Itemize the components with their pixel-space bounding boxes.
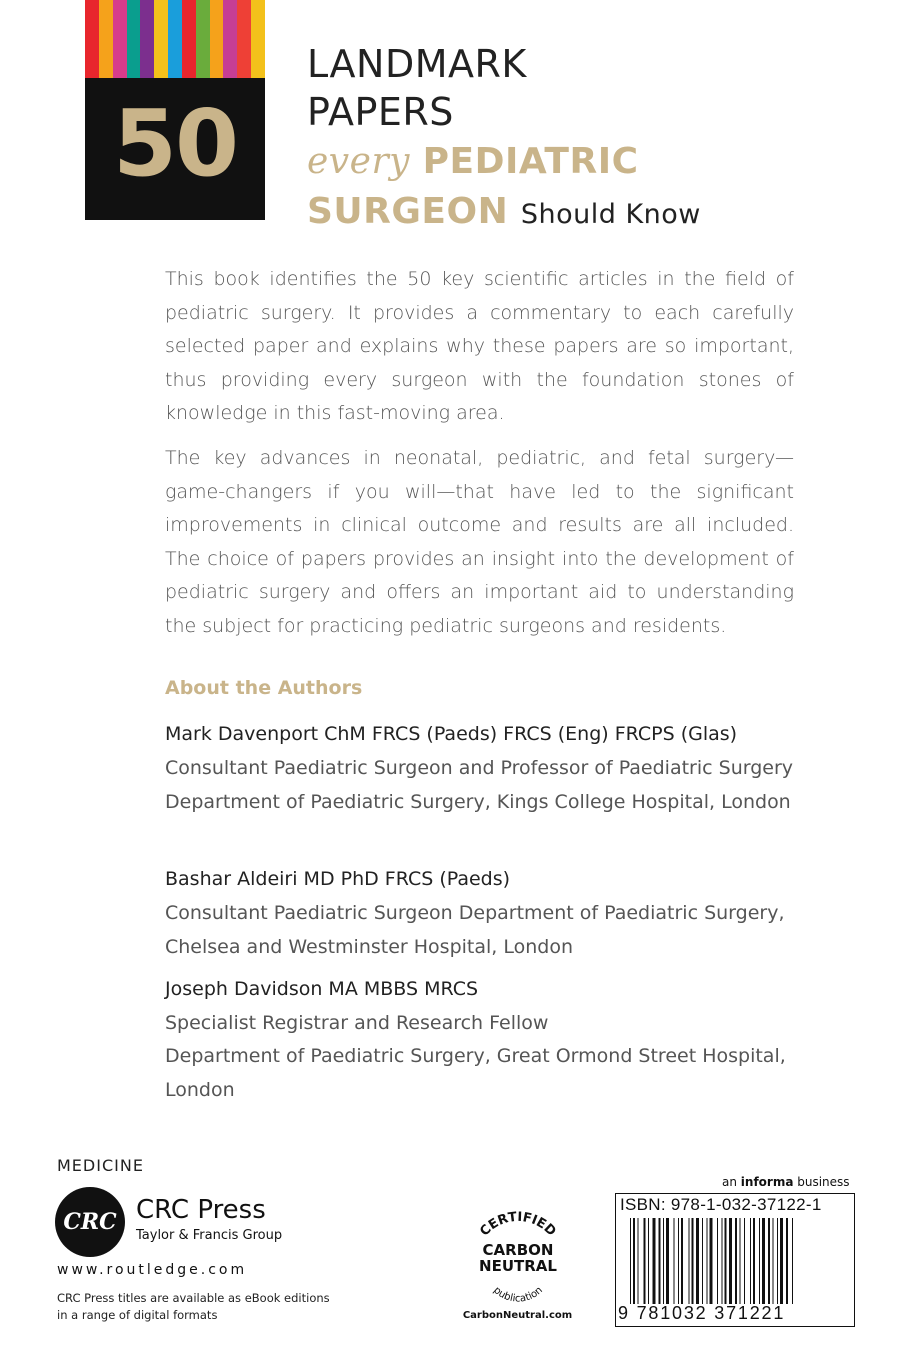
title-line-papers: PAPERS <box>307 90 454 134</box>
description-paragraph-1: This book identifies the 50 key scientific articles in the field of pediatric surgery. It provides a commentary to each carefully selected paper and explains why these papers are so important, thus providing every surgeon with the foundation stones of knowledge in this fast-moving area. <box>165 268 794 425</box>
barcode-bar <box>653 1218 656 1304</box>
barcode-bar <box>630 1218 631 1304</box>
author-3-name: Joseph Davidson MA MBBS MRCS <box>165 978 479 1000</box>
barcode-bar <box>735 1218 737 1304</box>
title-every: every <box>307 141 410 182</box>
barcode-bar <box>644 1218 646 1304</box>
color-stripes <box>85 0 265 78</box>
barcode-bar <box>666 1218 669 1304</box>
barcode-bar <box>689 1218 690 1304</box>
publisher-group: Taylor & Francis Group <box>136 1228 283 1243</box>
barcode-bar <box>744 1218 745 1304</box>
title-should-know: Should Know <box>520 199 701 230</box>
barcode-bar <box>674 1218 675 1304</box>
stripe <box>223 0 237 78</box>
barcode-bar <box>773 1218 774 1304</box>
stripe <box>168 0 182 78</box>
barcode-bar <box>740 1218 741 1304</box>
author-3-description-2: Department of Paediatric Surgery, Great Ormond Street Hospital, London <box>165 1045 786 1101</box>
barcode-bar <box>722 1218 723 1304</box>
barcode-bar <box>648 1218 649 1304</box>
barcode-bar <box>633 1218 635 1304</box>
barcode-bar <box>659 1218 661 1304</box>
barcode-bar <box>768 1218 770 1304</box>
barcode-bar <box>696 1218 699 1304</box>
carbon-neutral-badge <box>458 1205 578 1325</box>
author-2-name: Bashar Aldeiri MD PhD FRCS (Paeds) <box>165 868 511 890</box>
carbon-publication-text: publication <box>491 1284 545 1305</box>
stripe <box>182 0 196 78</box>
barcode-bar <box>750 1218 751 1304</box>
ebook-note: CRC Press titles are available as eBook editions in a range of digital formats <box>57 1291 330 1322</box>
isbn-digits: 9 781032 371221 <box>618 1303 786 1323</box>
stripe <box>127 0 141 78</box>
barcode-bar <box>729 1218 732 1304</box>
barcode-bars <box>630 1218 848 1304</box>
barcode <box>615 1193 855 1327</box>
title-line-landmark: LANDMARK <box>307 42 527 86</box>
barcode-bar <box>707 1218 708 1304</box>
stripe <box>154 0 168 78</box>
author-2-description: Consultant Paediatric Surgeon Department of Paediatric Surgery, Chelsea and Westminster Hospital, London <box>165 902 785 958</box>
authors-heading: About the Authors <box>165 677 363 699</box>
title-line-surgeon <box>307 186 701 239</box>
barcode-bar <box>777 1218 778 1304</box>
carbon-word: CARBON <box>482 1241 554 1259</box>
barcode-bar <box>681 1218 683 1304</box>
subject-category: MEDICINE <box>57 1156 144 1175</box>
carbon-neutral-url: CarbonNeutral.com <box>462 1310 573 1321</box>
title-pediatric: PEDIATRIC <box>422 141 639 182</box>
author-1-name: Mark Davenport ChM FRCS (Paeds) FRCS (Eng) FRCPS (Glas) <box>165 723 738 745</box>
author-3-description-1: Specialist Registrar and Research Fellow <box>165 1012 549 1034</box>
isbn-label: ISBN: 978-1-032-37122-1 <box>620 1195 822 1214</box>
barcode-bar <box>663 1218 664 1304</box>
informa-bold: informa <box>740 1175 794 1189</box>
barcode-bar <box>710 1218 713 1304</box>
carbon-certified-text: CERTIFIED <box>477 1209 559 1240</box>
stripe <box>140 0 154 78</box>
informa-tagline: an informa business <box>722 1175 850 1189</box>
barcode-bar <box>725 1218 727 1304</box>
barcode-bar <box>786 1218 788 1304</box>
publisher-name: CRC Press <box>136 1195 266 1225</box>
logo-number: 50 <box>112 90 238 197</box>
stripe <box>196 0 210 78</box>
barcode-bar <box>759 1218 760 1304</box>
stripe <box>210 0 224 78</box>
author-1-description: Consultant Paediatric Surgeon and Professor of Paediatric Surgery Department of Paediatric Surgery, Kings College Hospital, London <box>165 757 794 813</box>
barcode-bar <box>717 1218 718 1304</box>
barcode-bar <box>678 1218 679 1304</box>
book-title <box>307 40 701 239</box>
barcode-bar <box>702 1218 703 1304</box>
stripe <box>99 0 113 78</box>
barcode-bar <box>762 1218 765 1304</box>
stripe <box>237 0 251 78</box>
barcode-bar <box>692 1218 694 1304</box>
stripe <box>113 0 127 78</box>
series-logo <box>85 0 265 220</box>
stripe <box>85 0 99 78</box>
barcode-bar <box>753 1218 755 1304</box>
neutral-word: NEUTRAL <box>479 1257 557 1275</box>
barcode-bar <box>638 1218 639 1304</box>
website-link[interactable]: www.routledge.com <box>57 1262 248 1278</box>
title-line-every-pediatric <box>307 136 701 186</box>
barcode-bar <box>792 1218 793 1304</box>
title-surgeon: SURGEON <box>307 191 509 232</box>
barcode-bar <box>780 1218 783 1304</box>
crc-logo-text: CRC <box>63 1209 117 1235</box>
stripe <box>251 0 265 78</box>
crc-logo <box>55 1187 125 1257</box>
description-paragraph-2: The key advances in neonatal, pediatric, and fetal surgery—game-changers if you will—that have led to the significant improvements in clinical outcome and results are all included. The choice of papers provides an insight into the development of pediatric surgery and offers an important aid to understanding the subject for practicing pediatric surgeons and residents. <box>165 447 794 637</box>
